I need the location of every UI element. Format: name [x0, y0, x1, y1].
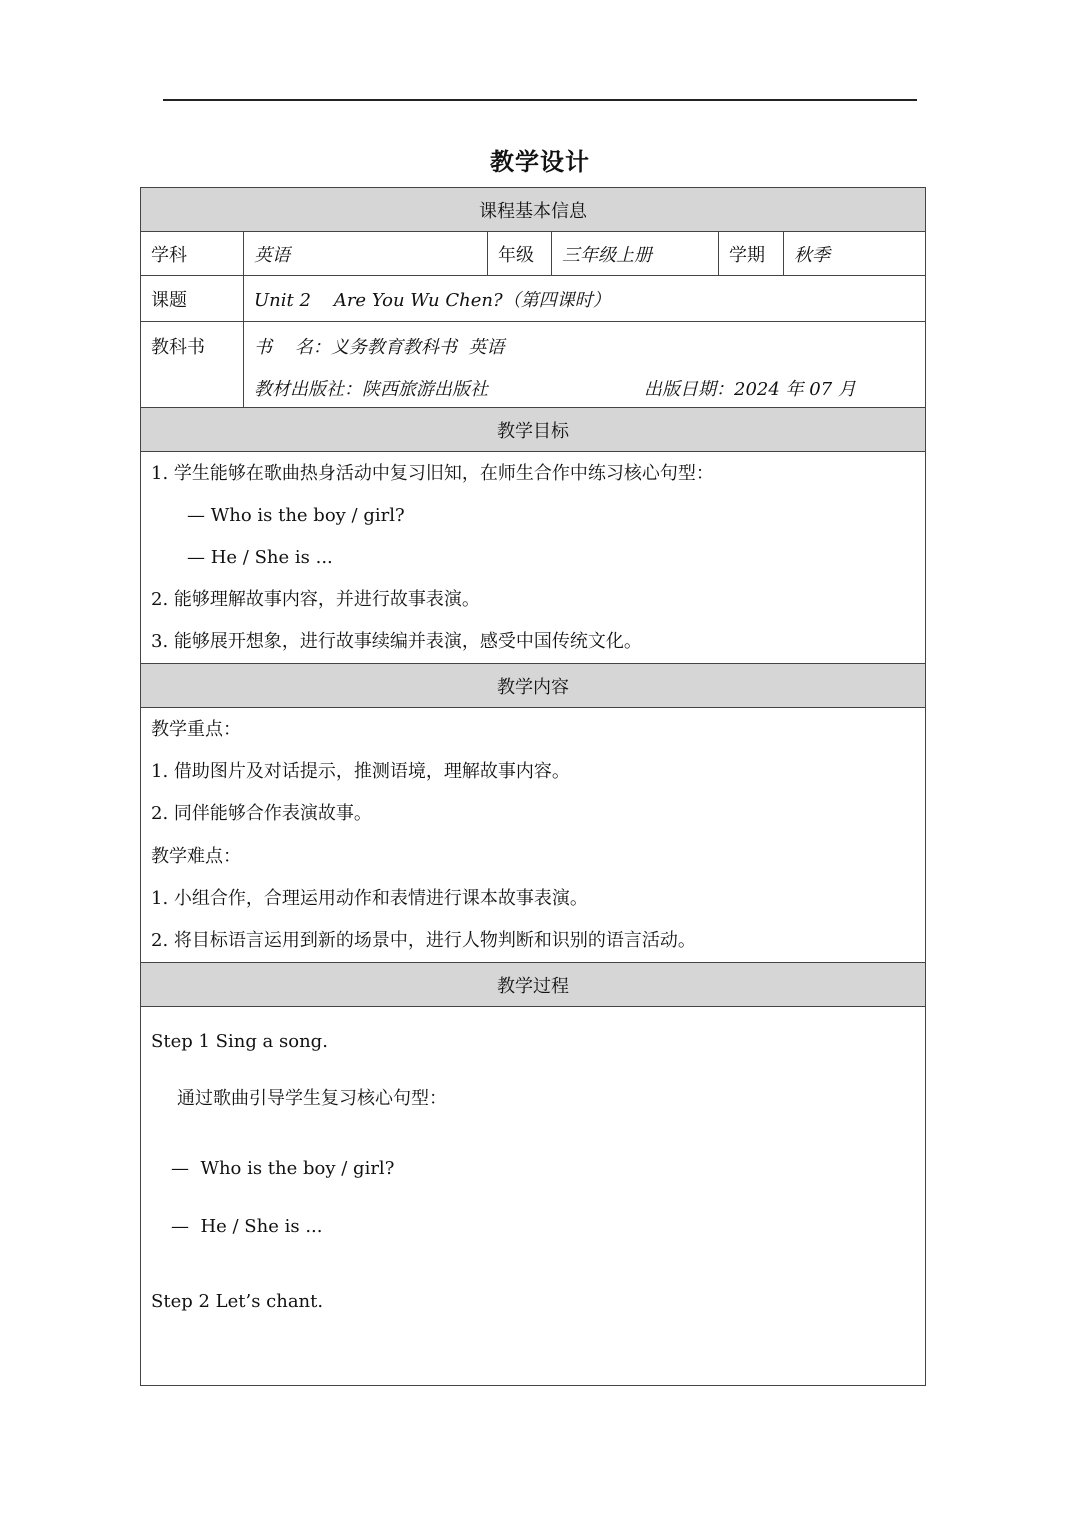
goal-item-3: 3. 能够展开想象，进行故事续编并表演，感受中国传统文化。	[151, 631, 642, 652]
process-step-1: Step 1 Sing a song.	[151, 1031, 328, 1052]
process-body	[151, 1007, 915, 1385]
term-value: 秋季	[784, 232, 926, 276]
key-point-2: 2. 同伴能够合作表演故事。	[151, 803, 372, 824]
goal-item-2: 2. 能够理解故事内容，并进行故事表演。	[151, 589, 480, 610]
grade-label: 年级	[488, 232, 552, 276]
difficult-point-1: 1. 小组合作，合理运用动作和表情进行课本故事表演。	[151, 888, 588, 909]
goal-answer: — He / She is ...	[187, 547, 333, 568]
difficult-points-label: 教学难点：	[151, 846, 241, 867]
textbook-name: 书 名：义务教育教科书 英语	[254, 337, 505, 358]
goal-question: — Who is the boy / girl?	[187, 505, 405, 526]
difficult-point-2: 2. 将目标语言运用到新的场景中，进行人物判断和识别的语言活动。	[151, 930, 696, 951]
section-header-content: 教学内容	[141, 664, 926, 708]
section-header-basic-info: 课程基本信息	[141, 188, 926, 232]
grade-value: 三年级上册	[552, 232, 719, 276]
goal-item-1: 1. 学生能够在歌曲热身活动中复习旧知，在师生合作中练习核心句型：	[151, 463, 714, 484]
subject-value: 英语	[244, 232, 488, 276]
key-points-label: 教学重点：	[151, 719, 241, 740]
topic-value: Unit 2 Are You Wu Chen?（第四课时）	[244, 276, 926, 322]
section-header-process: 教学过程	[141, 963, 926, 1007]
process-question: — Who is the boy / girl?	[171, 1158, 395, 1179]
section-header-goals: 教学目标	[141, 408, 926, 452]
process-step-1-description: 通过歌曲引导学生复习核心句型：	[177, 1088, 447, 1109]
lesson-plan-table	[140, 187, 926, 1386]
term-label: 学期	[719, 232, 784, 276]
process-answer: — He / She is ...	[171, 1216, 323, 1237]
header-rule	[163, 99, 917, 101]
publisher: 教材出版社：陕西旅游出版社	[254, 379, 488, 400]
key-point-1: 1. 借助图片及对话提示，推测语境，理解故事内容。	[151, 761, 570, 782]
publish-date: 出版日期：2024 年 07 月	[644, 379, 856, 400]
process-step-2: Step 2 Let’s chant.	[151, 1291, 324, 1312]
textbook-publisher-row	[254, 375, 915, 405]
document-title: 教学设计	[490, 147, 590, 176]
textbook-label: 教科书	[141, 322, 244, 408]
topic-label: 课题	[141, 276, 244, 322]
subject-label: 学科	[141, 232, 244, 276]
